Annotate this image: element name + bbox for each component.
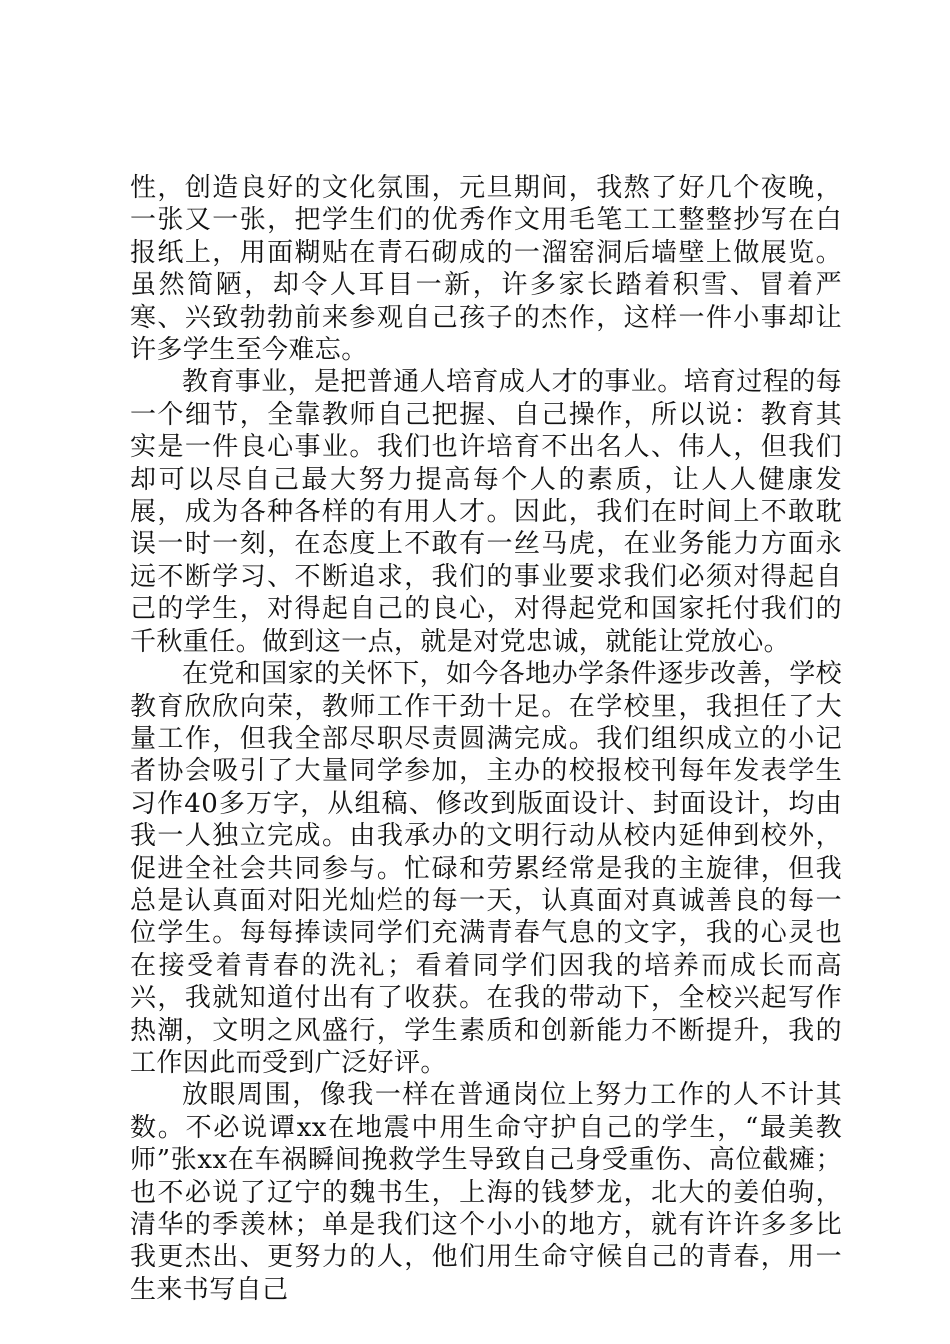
paragraph-surroundings: 放眼周围，像我一样在普通岗位上努力工作的人不计其数。不必说谭xx在地震中用生命守护自己的学生，“最美教师”张xx在车祸瞬间挽救学生导致自己身受重伤、高位截瘫；也不必说了辽宁的魏书生，上海的钱梦龙，北大的姜伯驹，清华的季羡林；单是我们这个小小的地方，就有许许多多比我更杰出、更努力的人，他们用生命守候自己的青春，用一生来书写自己 xyxy=(130,1080,842,1305)
paragraph-school-work: 在党和国家的关怀下，如今各地办学条件逐步改善，学校教育欣欣向荣，教师工作干劲十足。在学校里，我担任了大量工作，但我全部尽职尽责圆满完成。我们组织成立的小记者协会吸引了大量同学参加，主办的校报校刊每年发表学生习作40多万字，从组稿、修改到版面设计、封面设计，均由我一人独立完成。由我承办的文明行动从校内延伸到校外，促进全社会共同参与。忙碌和劳累经常是我的主旋律，但我总是认真面对阳光灿烂的每一天，认真面对真诚善良的每一位学生。每每捧读同学们充满青春气息的文字，我的心灵也在接受着青春的洗礼；看着同学们因我的培养而成长而高兴，我就知道付出有了收获。在我的带动下，全校兴起写作热潮，文明之风盛行，学生素质和创新能力不断提升，我的工作因此而受到广泛好评。 xyxy=(130,659,843,1078)
body-text xyxy=(130,172,842,1306)
paragraph-continuation: 性，创造良好的文化氛围，元旦期间，我熬了好几个夜晚，一张又一张，把学生们的优秀作文用毛笔工工整整抄写在白报纸上，用面糊贴在青石砌成的一溜窑洞后墙壁上做展览。虽然简陋，却令人耳目一新，许多家长踏着积雪、冒着严寒、兴致勃勃前来参观自己孩子的杰作，这样一件小事却让许多学生至今难忘。 xyxy=(130,173,842,366)
paragraph-education-career: 教育事业，是把普通人培育成人才的事业。培育过程的每一个细节，全靠教师自己把握、自己操作，所以说：教育其实是一件良心事业。我们也许培育不出名人、伟人，但我们却可以尽自己最大努力提高每个人的素质，让人人健康发展，成为各种各样的有用人才。因此，我们在时间上不敢耽误一时一刻，在态度上不敢有一丝马虎，在业务能力方面永远不断学习、不断追求，我们的事业要求我们必须对得起自己的学生，对得起自己的良心，对得起党和国家托付我们的千秋重任。做到这一点，就是对党忠诚，就能让党放心。 xyxy=(130,367,843,657)
